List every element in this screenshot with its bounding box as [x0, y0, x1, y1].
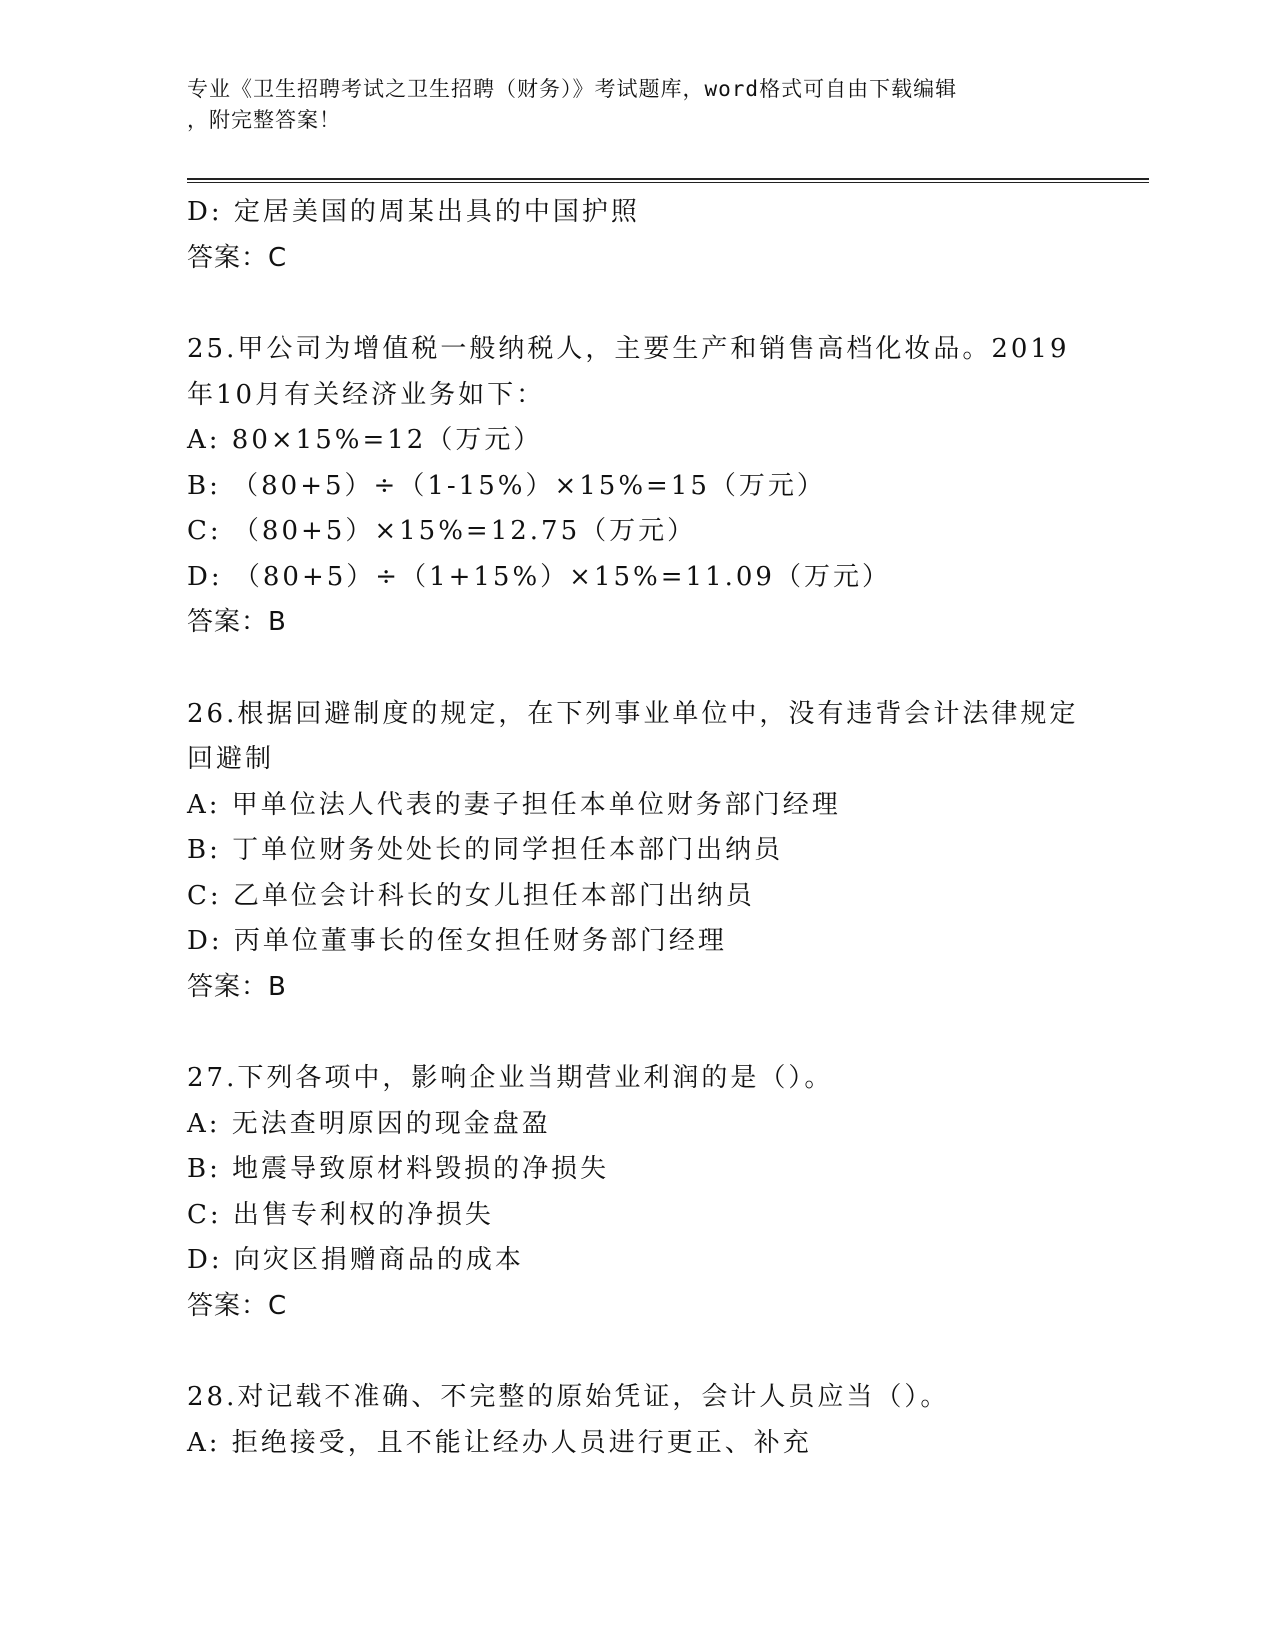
option-d: D: 丙单位董事长的侄女担任财务部门经理 [187, 926, 727, 956]
answer: 答案：C [187, 242, 288, 273]
question-stem: 27.下列各项中，影响企业当期营业利润的是（）。 [187, 1063, 834, 1093]
answer: 答案：C [187, 1290, 288, 1321]
option-d: D: 定居美国的周某出具的中国护照 [187, 197, 640, 227]
document-header [187, 74, 1087, 136]
header-line-2: ，附完整答案！ [187, 108, 341, 132]
option-d: D: 向灾区捐赠商品的成本 [187, 1245, 524, 1275]
question-25 [187, 327, 1087, 646]
question-stem: 28.对记载不准确、不完整的原始凭证，会计人员应当（）。 [187, 1382, 950, 1412]
option-b: B: 丁单位财务处处长的同学担任本部门出纳员 [187, 835, 784, 865]
prev-question [187, 190, 1087, 281]
option-c: C: 乙单位会计科长的女儿担任本部门出纳员 [187, 880, 755, 911]
question-27 [187, 1056, 1087, 1329]
question-stem-cont: 年10月有关经济业务如下： [187, 379, 546, 410]
option-a: A: 甲单位法人代表的妻子担任本单位财务部门经理 [187, 789, 841, 820]
answer: 答案：B [187, 971, 287, 1002]
header-line-1: 专业《卫生招聘考试之卫生招聘（财务）》考试题库，word格式可自由下载编辑 [187, 77, 958, 101]
option-b: B: 地震导致原材料毁损的净损失 [187, 1154, 610, 1184]
question-stem-cont: 回避制 [187, 744, 275, 774]
option-c: C: （80+5）×15%=12.75（万元） [187, 516, 697, 546]
option-b: B: （80+5）÷（1-15%）×15%=15（万元） [187, 470, 826, 501]
option-c: C: 出售专利权的净损失 [187, 1199, 494, 1230]
question-26 [187, 692, 1087, 1011]
question-list [187, 190, 1087, 1466]
question-28 [187, 1375, 1087, 1466]
question-stem: 25.甲公司为增值税一般纳税人，主要生产和销售高档化妆品。2019 [187, 334, 1070, 364]
header-divider [187, 178, 1149, 183]
answer: 答案：B [187, 607, 287, 637]
question-stem: 26.根据回避制度的规定，在下列事业单位中，没有违背会计法律规定 [187, 698, 1079, 729]
option-d: D: （80+5）÷（1+15%）×15%=11.09（万元） [187, 561, 891, 592]
option-a: A: 80×15%=12（万元） [187, 425, 543, 455]
option-a: A: 无法查明原因的现金盘盈 [187, 1108, 551, 1139]
option-a: A: 拒绝接受，且不能让经办人员进行更正、补充 [187, 1427, 812, 1458]
